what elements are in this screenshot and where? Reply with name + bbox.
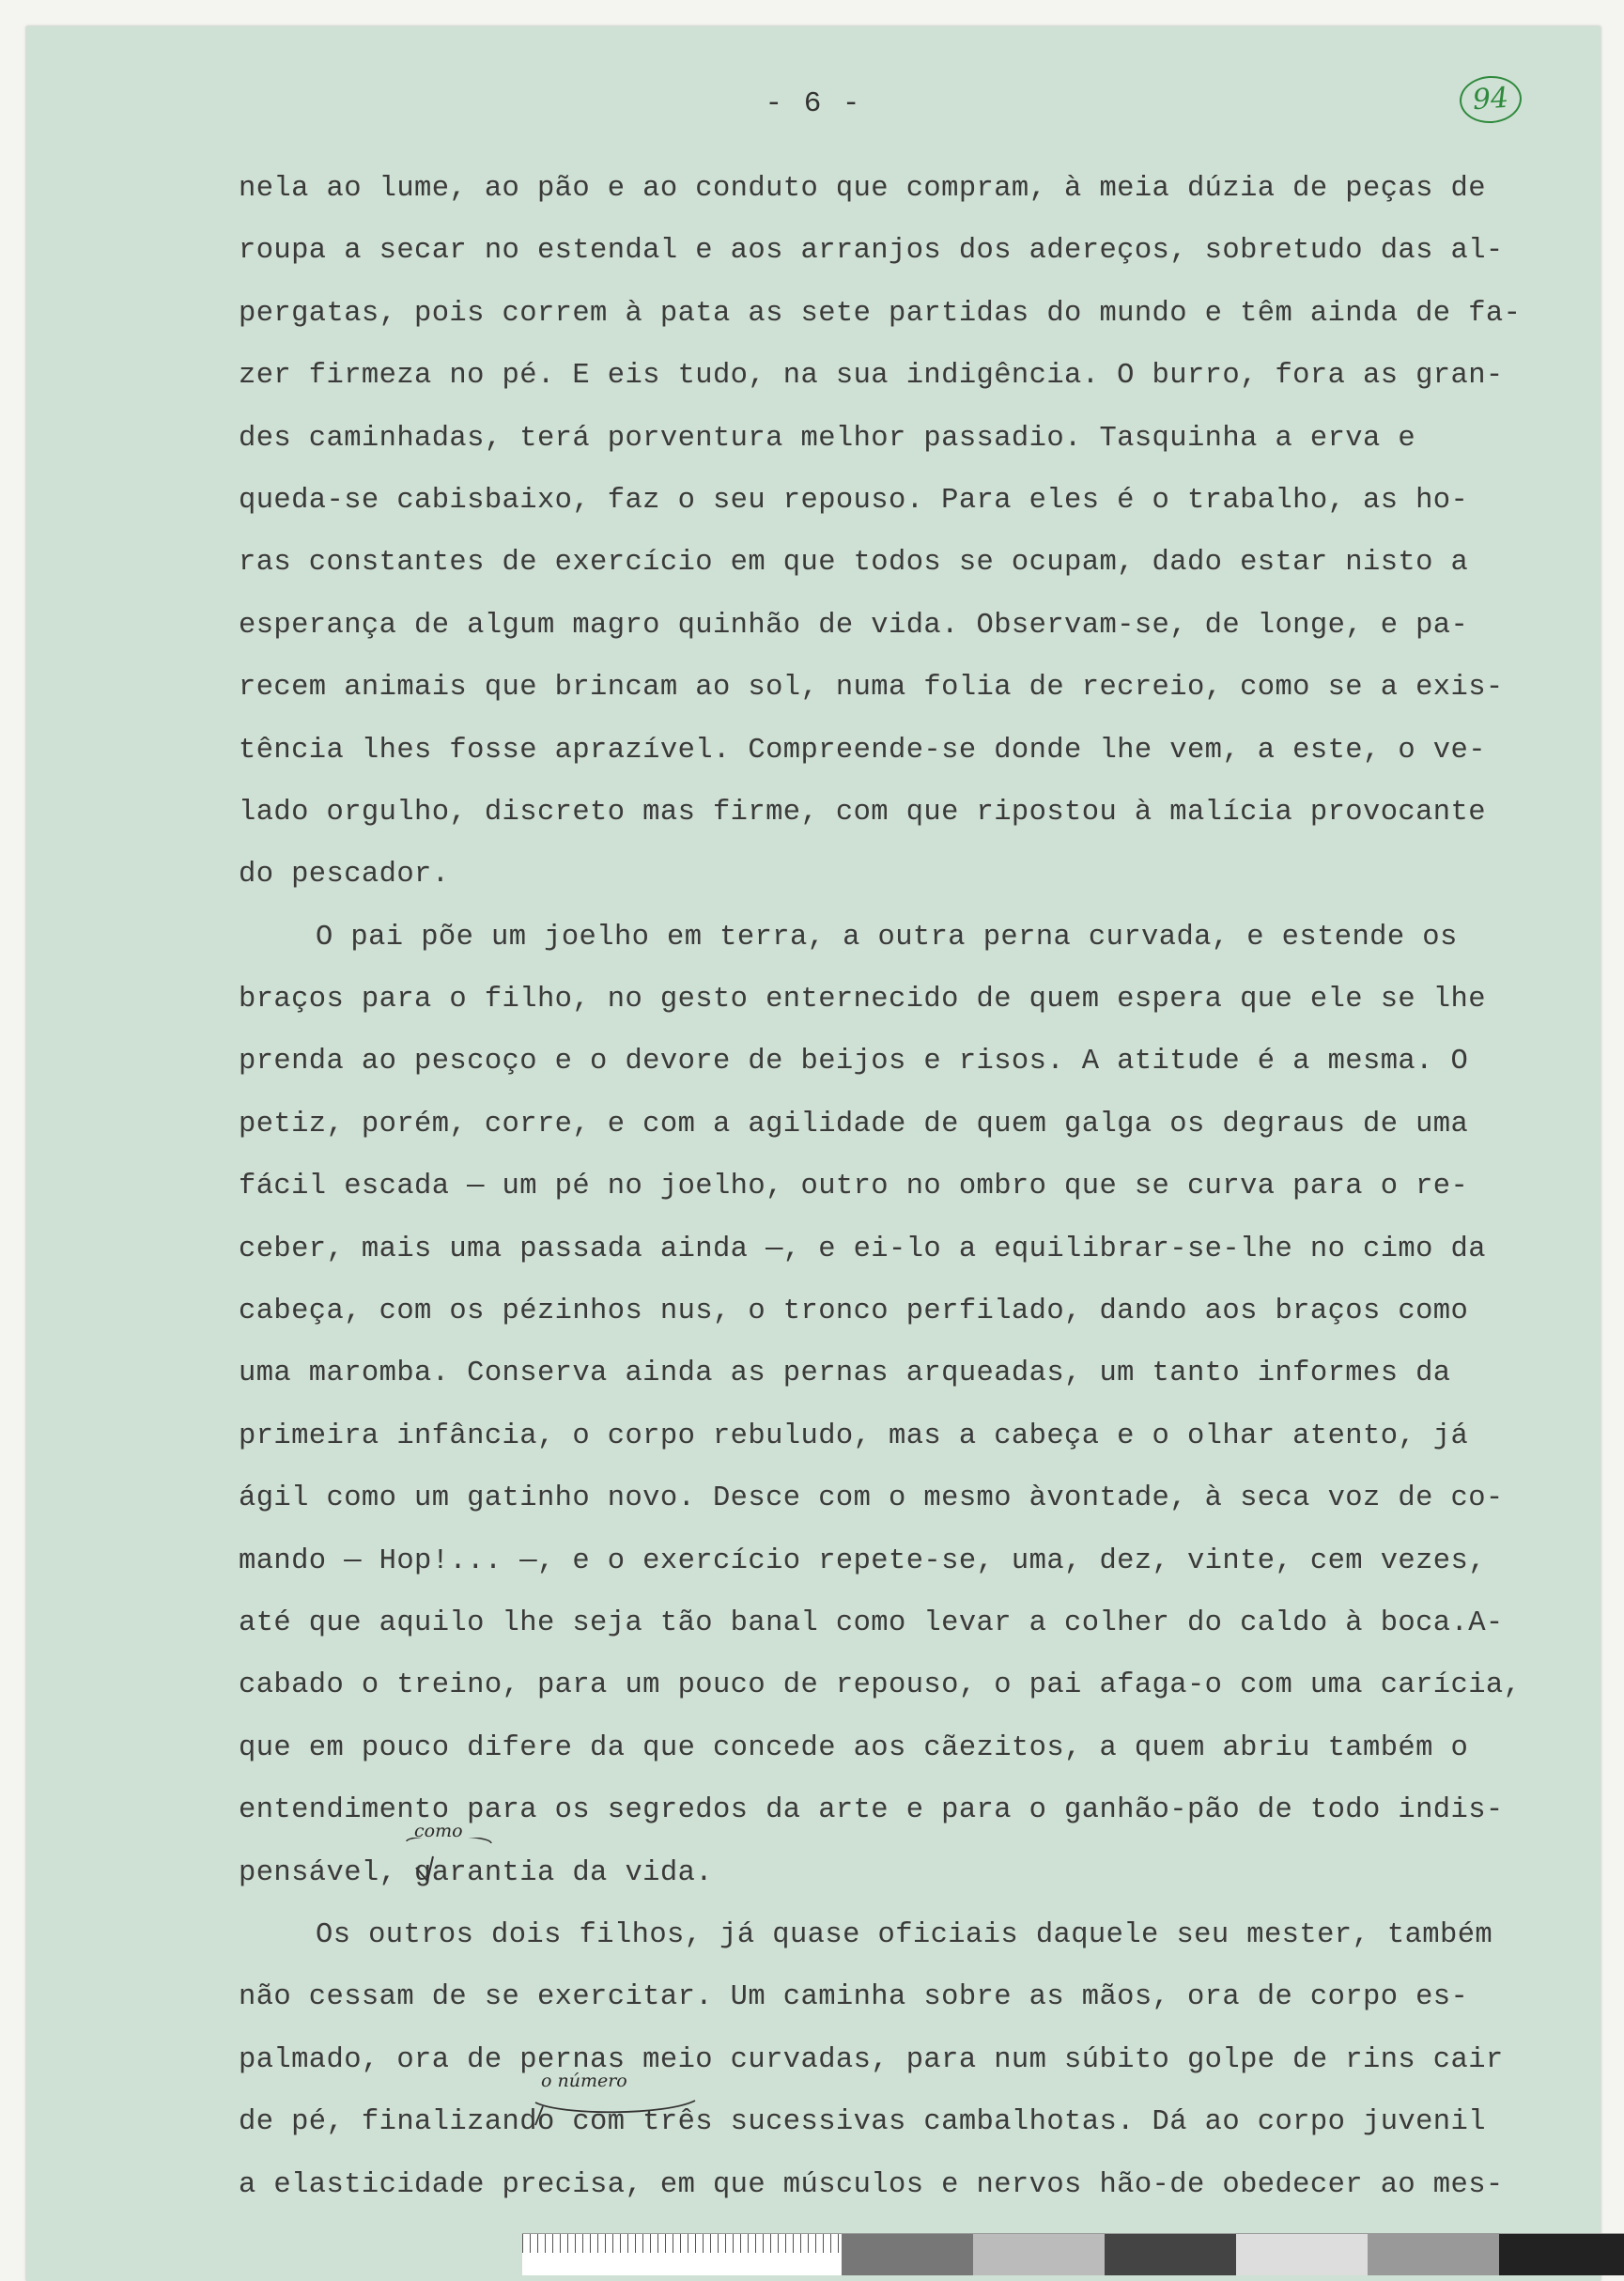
handwritten-insertion-como: como <box>414 1821 463 1841</box>
text-line: lado orgulho, discreto mas firme, com que ripostou à malícia provocante <box>239 796 1486 829</box>
text-line: tência lhes fosse aprazível. Compreende-se donde lhe vem, a este, o ve- <box>239 734 1486 767</box>
text-line: ceber, mais uma passada ainda —, e ei-lo a equilibrar-se-lhe no cimo da <box>239 1233 1486 1265</box>
text-line: de pé, finalizando com três sucessivas cambalhotas. Dá ao corpo juvenil <box>239 2106 1486 2139</box>
handwritten-insertion-o-numero: o número <box>541 2071 627 2091</box>
insertion-caret-icon <box>395 1838 499 1885</box>
text-line: pensável, garantia da vida. <box>239 1856 713 1889</box>
text-line: do pescador. <box>239 859 450 892</box>
text-line: prenda ao pescoço e o devore de beijos e risos. A atitude é a mesma. O <box>239 1046 1469 1078</box>
text-line: braços para o filho, no gesto enternecido de quem espera que ele se lhe <box>239 984 1486 1016</box>
text-line: até que aquilo lhe seja tão banal como levar a colher do caldo à boca.A- <box>239 1606 1504 1639</box>
typescript-page <box>26 26 1601 2281</box>
text-line: des caminhadas, terá porventura melhor passadio. Tasquinha a erva e <box>239 422 1416 455</box>
text-line: nela ao lume, ao pão e ao conduto que compram, à meia dúzia de peças de <box>239 173 1486 205</box>
text-line: ras constantes de exercício em que todos se ocupam, dado estar nisto a <box>239 547 1469 580</box>
text-line: que em pouco difere da que concede aos cãezitos, a quem abriu também o <box>239 1731 1469 1764</box>
text-line: O pai põe um joelho em terra, a outra perna curvada, e estende os <box>316 921 1458 954</box>
text-line: palmado, ora de pernas meio curvadas, para num súbito golpe de rins cair <box>239 2043 1504 2076</box>
text-line: zer firmeza no pé. E eis tudo, na sua indigência. O burro, fora as gran- <box>239 360 1504 393</box>
text-line: uma maromba. Conserva ainda as pernas arqueadas, um tanto informes da <box>239 1358 1451 1390</box>
text-line: entendimento para os segredos da arte e para o ganhão-pão de todo indis- <box>239 1794 1504 1827</box>
text-line: roupa a secar no estendal e aos arranjos dos adereços, sobretudo das al- <box>239 235 1504 268</box>
text-line: primeira infância, o corpo rebuludo, mas a cabeça e o olhar atento, já <box>239 1420 1469 1452</box>
text-line: petiz, porém, corre, e com a agilidade de quem galga os degraus de uma <box>239 1108 1469 1140</box>
text-line: cabeça, com os pézinhos nus, o tronco perfilado, dando aos braços como <box>239 1296 1469 1328</box>
text-line: recem animais que brincam ao sol, numa folia de recreio, como se a exis- <box>239 672 1504 705</box>
page-number: - 6 - <box>765 87 862 120</box>
folio-number-stamp: 94 <box>1458 74 1523 125</box>
text-line: pergatas, pois correm à pata as sete partidas do mundo e têm ainda de fa- <box>239 297 1522 330</box>
scale-ruler <box>522 2233 1624 2275</box>
text-line: a elasticidade precisa, em que músculos e nervos hão-de obedecer ao mes- <box>239 2168 1504 2201</box>
body-text <box>239 164 1591 2223</box>
text-line: esperança de algum magro quinhão de vida. Observam-se, de longe, e pa- <box>239 609 1469 642</box>
text-line: Os outros dois filhos, já quase oficiais daquele seu mester, também <box>316 1918 1493 1951</box>
text-line: ágil como um gatinho novo. Desce com o mesmo àvontade, à seca voz de co- <box>239 1482 1504 1515</box>
text-line: cabado o treino, para um pouco de repouso, o pai afaga-o com uma carícia, <box>239 1669 1522 1702</box>
text-line: não cessam de se exercitar. Um caminha sobre as mãos, ora de corpo es- <box>239 1981 1469 2014</box>
text-line: mando — Hop!... —, e o exercício repete-se, uma, dez, vinte, cem vezes, <box>239 1544 1486 1577</box>
text-line: fácil escada — um pé no joelho, outro no ombro que se curva para o re- <box>239 1171 1469 1203</box>
insertion-bracket-icon <box>534 2072 703 2129</box>
text-line: queda-se cabisbaixo, faz o seu repouso. Para eles é o trabalho, as ho- <box>239 484 1469 517</box>
